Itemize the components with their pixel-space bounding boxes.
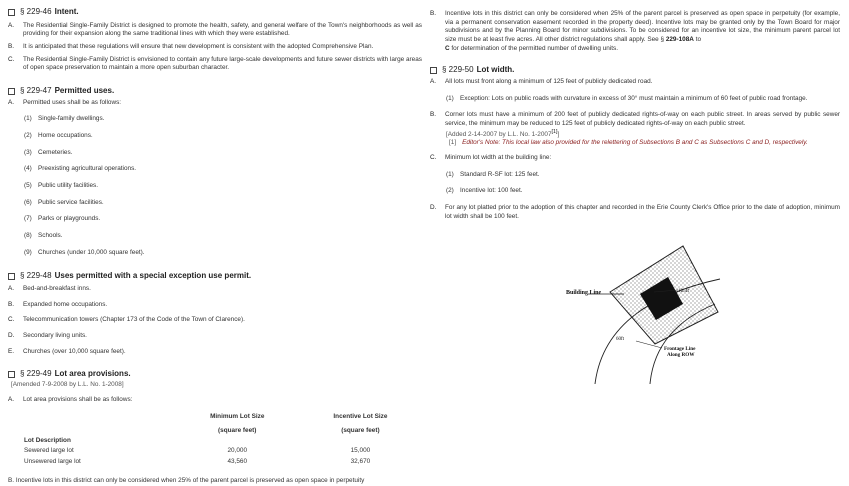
item-number: (6) [24, 198, 32, 206]
section-checkbox[interactable] [8, 9, 15, 16]
paragraph-a [8, 99, 422, 108]
list-item [24, 115, 422, 124]
paragraph-letter: B. [430, 111, 437, 119]
paragraph-d [430, 204, 840, 221]
section-229-47-heading [8, 86, 422, 97]
lot-width-diagram [550, 234, 750, 384]
paragraph-text: All lots must front along a minimum of 125 feet of publicly dedicated road. [445, 78, 653, 85]
column-header: Lot Description [24, 436, 71, 444]
item-text: Secondary living units. [23, 331, 87, 339]
list-item [24, 249, 422, 258]
list-item [24, 215, 422, 224]
item-text: Public service facilities. [38, 198, 104, 206]
paragraph-text: Permitted uses shall be as follows: [23, 98, 122, 106]
list-item [8, 301, 422, 310]
item-text: Preexisting agricultural operations. [38, 165, 137, 173]
item-number: (1) [446, 94, 454, 102]
dimension-label-60: 60ft [616, 337, 625, 342]
column-header: (square feet) [341, 426, 380, 434]
table-cell: 20,000 [227, 447, 247, 455]
item-number: (8) [24, 231, 32, 239]
section-link[interactable]: C [445, 44, 450, 52]
amendment-text: [Added 2-14-2007 by L.L. No. 1-2007 [446, 130, 552, 138]
column-header: Minimum Lot Size [210, 413, 265, 421]
paragraph-letter: A. [8, 285, 15, 292]
paragraph-letter: A. [8, 395, 15, 403]
item-text: Public utility facilities. [38, 182, 99, 189]
item-number: (7) [24, 215, 32, 223]
paragraph-text: For any lot platted prior to the adoption of this chapter and recorded in the Erie County Clerk's Office prior to the date of adoption, minimum lot width shall be 100 feet. [445, 203, 840, 220]
section-checkbox[interactable] [8, 88, 15, 95]
frontage-row-label: Along ROW [667, 352, 695, 358]
paragraph-c [430, 154, 840, 163]
paragraph-a [8, 396, 422, 405]
section-link[interactable]: 229-108A [665, 35, 694, 43]
paragraph-letter: C. [430, 153, 437, 161]
section-229-46-heading [8, 7, 422, 18]
column-header: Incentive Lot Size [333, 413, 388, 421]
paragraph-text: It is anticipated that these regulations will ensure that new development is consistent with the adopted Comprehensive Plan. [23, 43, 374, 51]
section-title: Permitted uses. [54, 86, 115, 95]
section-checkbox[interactable] [8, 371, 15, 378]
item-number: (3) [24, 148, 32, 156]
amendment-text: ] [557, 130, 560, 138]
section-title: Lot area provisions. [54, 369, 131, 379]
item-number: (1) [24, 115, 32, 123]
section-229-48-heading [8, 271, 422, 282]
list-item [24, 232, 422, 241]
section-number: § 229-48 [20, 271, 52, 281]
item-text: Single-family dwellings. [38, 115, 105, 123]
building-line-label: Building Line [566, 290, 602, 296]
item-number: (2) [24, 132, 32, 140]
list-item [24, 182, 422, 191]
item-text: Schools. [38, 231, 63, 239]
column-header: (square feet) [218, 426, 257, 434]
paragraph-text: Lot area provisions shall be as follows: [23, 395, 133, 403]
list-item [24, 149, 422, 158]
paragraph-letter: C. [8, 316, 15, 324]
paragraph-text: The Residential Single-Family District is designed to promote the health, safety, and general welfare of the Town's neighborhoods as well as providing for their expansion along the same traditional lines with which they were established. [23, 21, 422, 38]
item-text: Churches (over 10,000 square feet). [23, 347, 126, 355]
list-item [8, 285, 422, 294]
paragraph-text: Corner lots must have a minimum of 200 feet of publicly dedicated rights-of-way on each public street. In areas served by public sewer service, the minimum may be reduced to 125 feet of publicly dedicated rights-of-way on each public street. [445, 111, 840, 127]
paragraph-letter: E. [8, 347, 15, 355]
paragraph-text: to [695, 35, 702, 43]
paragraph-letter: B. [8, 43, 15, 51]
table-row [24, 457, 422, 468]
paragraph-a [430, 78, 840, 87]
table-cell: 32,670 [350, 457, 371, 465]
paragraph-text: The Residential Single-Family District is envisioned to contain any future large-scale developments and future sewer districts with large areas of open space preservation to maintain a more open suburban character. [23, 55, 422, 72]
list-item [24, 199, 422, 208]
section-number: § 229-46 [20, 7, 52, 16]
section-checkbox[interactable] [8, 273, 15, 280]
table-cell: Unsewered large lot [24, 457, 81, 465]
paragraph-c [8, 56, 422, 73]
item-text: Incentive lot: 100 feet. [460, 187, 523, 195]
paragraph-letter: D. [430, 203, 437, 211]
list-item [446, 95, 840, 104]
section-title: Uses permitted with a special exception use permit. [54, 271, 252, 281]
paragraph-letter: D. [8, 331, 15, 339]
editor-note [446, 139, 840, 148]
item-text: Expanded home occupations. [23, 300, 108, 308]
section-number: § 229-49 [20, 369, 52, 379]
item-number: (4) [24, 165, 32, 173]
item-number: (1) [446, 170, 454, 178]
item-text: Churches (under 10,000 square feet). [38, 248, 145, 256]
item-text: Exception: Lots on public roads with curvature in excess of 30° must maintain a minimum of 60 feet of public road frontage. [460, 94, 808, 102]
table-cell: Sewered large lot [24, 447, 74, 455]
item-number: (5) [24, 182, 32, 189]
item-number: (9) [24, 248, 32, 256]
paragraph-b [430, 10, 840, 53]
section-number: § 229-50 [442, 65, 474, 75]
table-cell: 43,560 [227, 457, 247, 465]
section-checkbox[interactable] [430, 67, 437, 74]
item-number: (2) [446, 187, 454, 195]
right-column [430, 0, 840, 221]
list-item [24, 132, 422, 141]
dimension-label-125: 125ft [678, 288, 689, 294]
section-229-50-heading [430, 65, 840, 76]
paragraph-text: Incentive lots in this district can only be considered when 25% of the parent parcel is preserved as open space in perpetuity (for example, via a permanent conservation easement recorded in the property deed). Incentive lots may be granted only by the Town Board for major subdivisions and by the Planning Board for minor subdivisions. To be considered for an incentive lot size, the minimum parent parcel lot size must be at least five acres. All other district regulations shall apply. See § [445, 10, 840, 43]
amendment-note: [Amended 7-9-2008 by L.L. No. 1-2008] [11, 381, 124, 388]
amendment-note [446, 129, 840, 140]
footnote-mark: [1] [449, 139, 457, 147]
footnote-link[interactable]: [1] [551, 128, 558, 135]
item-text: Standard R-SF lot: 125 feet. [460, 170, 540, 178]
lot-size-table [24, 412, 422, 467]
paragraph-letter: C. [8, 55, 15, 63]
table-cell: 15,000 [350, 447, 371, 455]
table-row [24, 446, 422, 457]
paragraph-letter: B. [8, 300, 15, 308]
paragraph-b [8, 43, 422, 52]
paragraph-letter: A. [8, 21, 15, 29]
frontage-line-label: Frontage Line [664, 346, 696, 352]
paragraph-b [430, 111, 840, 128]
item-text: Parks or playgrounds. [38, 215, 101, 223]
section-title: Intent. [54, 7, 79, 16]
list-item [8, 348, 422, 357]
item-text: Telecommunication towers (Chapter 173 of the Code of the Town of Clarence). [23, 316, 245, 324]
list-item [8, 332, 422, 341]
paragraph-letter: B. [430, 10, 437, 17]
item-text: Cemeteries. [38, 148, 73, 156]
list-item [446, 187, 840, 196]
paragraph-letter: A. [8, 98, 15, 106]
list-item [446, 171, 840, 180]
paragraph-text: for determination of the permitted number of dwelling units. [451, 44, 619, 52]
item-text: Home occupations. [38, 132, 93, 140]
note-text: Editor's Note: This local law also provided for the relettering of Subsections B and C as Subsections C and D, respectively. [462, 139, 808, 147]
list-item [8, 316, 422, 325]
partial-paragraph-b: B. Incentive lots in this district can only be considered when 25% of the parent parcel is preserved as open space in perpetuity [8, 477, 365, 485]
list-item [24, 165, 422, 174]
left-column [8, 0, 422, 486]
item-text: Bed-and-breakfast inns. [23, 285, 91, 292]
paragraph-a [8, 22, 422, 39]
paragraph-letter: A. [430, 78, 437, 85]
section-number: § 229-47 [20, 86, 52, 95]
section-title: Lot width. [476, 65, 515, 75]
section-229-49-heading [8, 369, 422, 380]
paragraph-text: Minimum lot width at the building line: [445, 153, 552, 161]
